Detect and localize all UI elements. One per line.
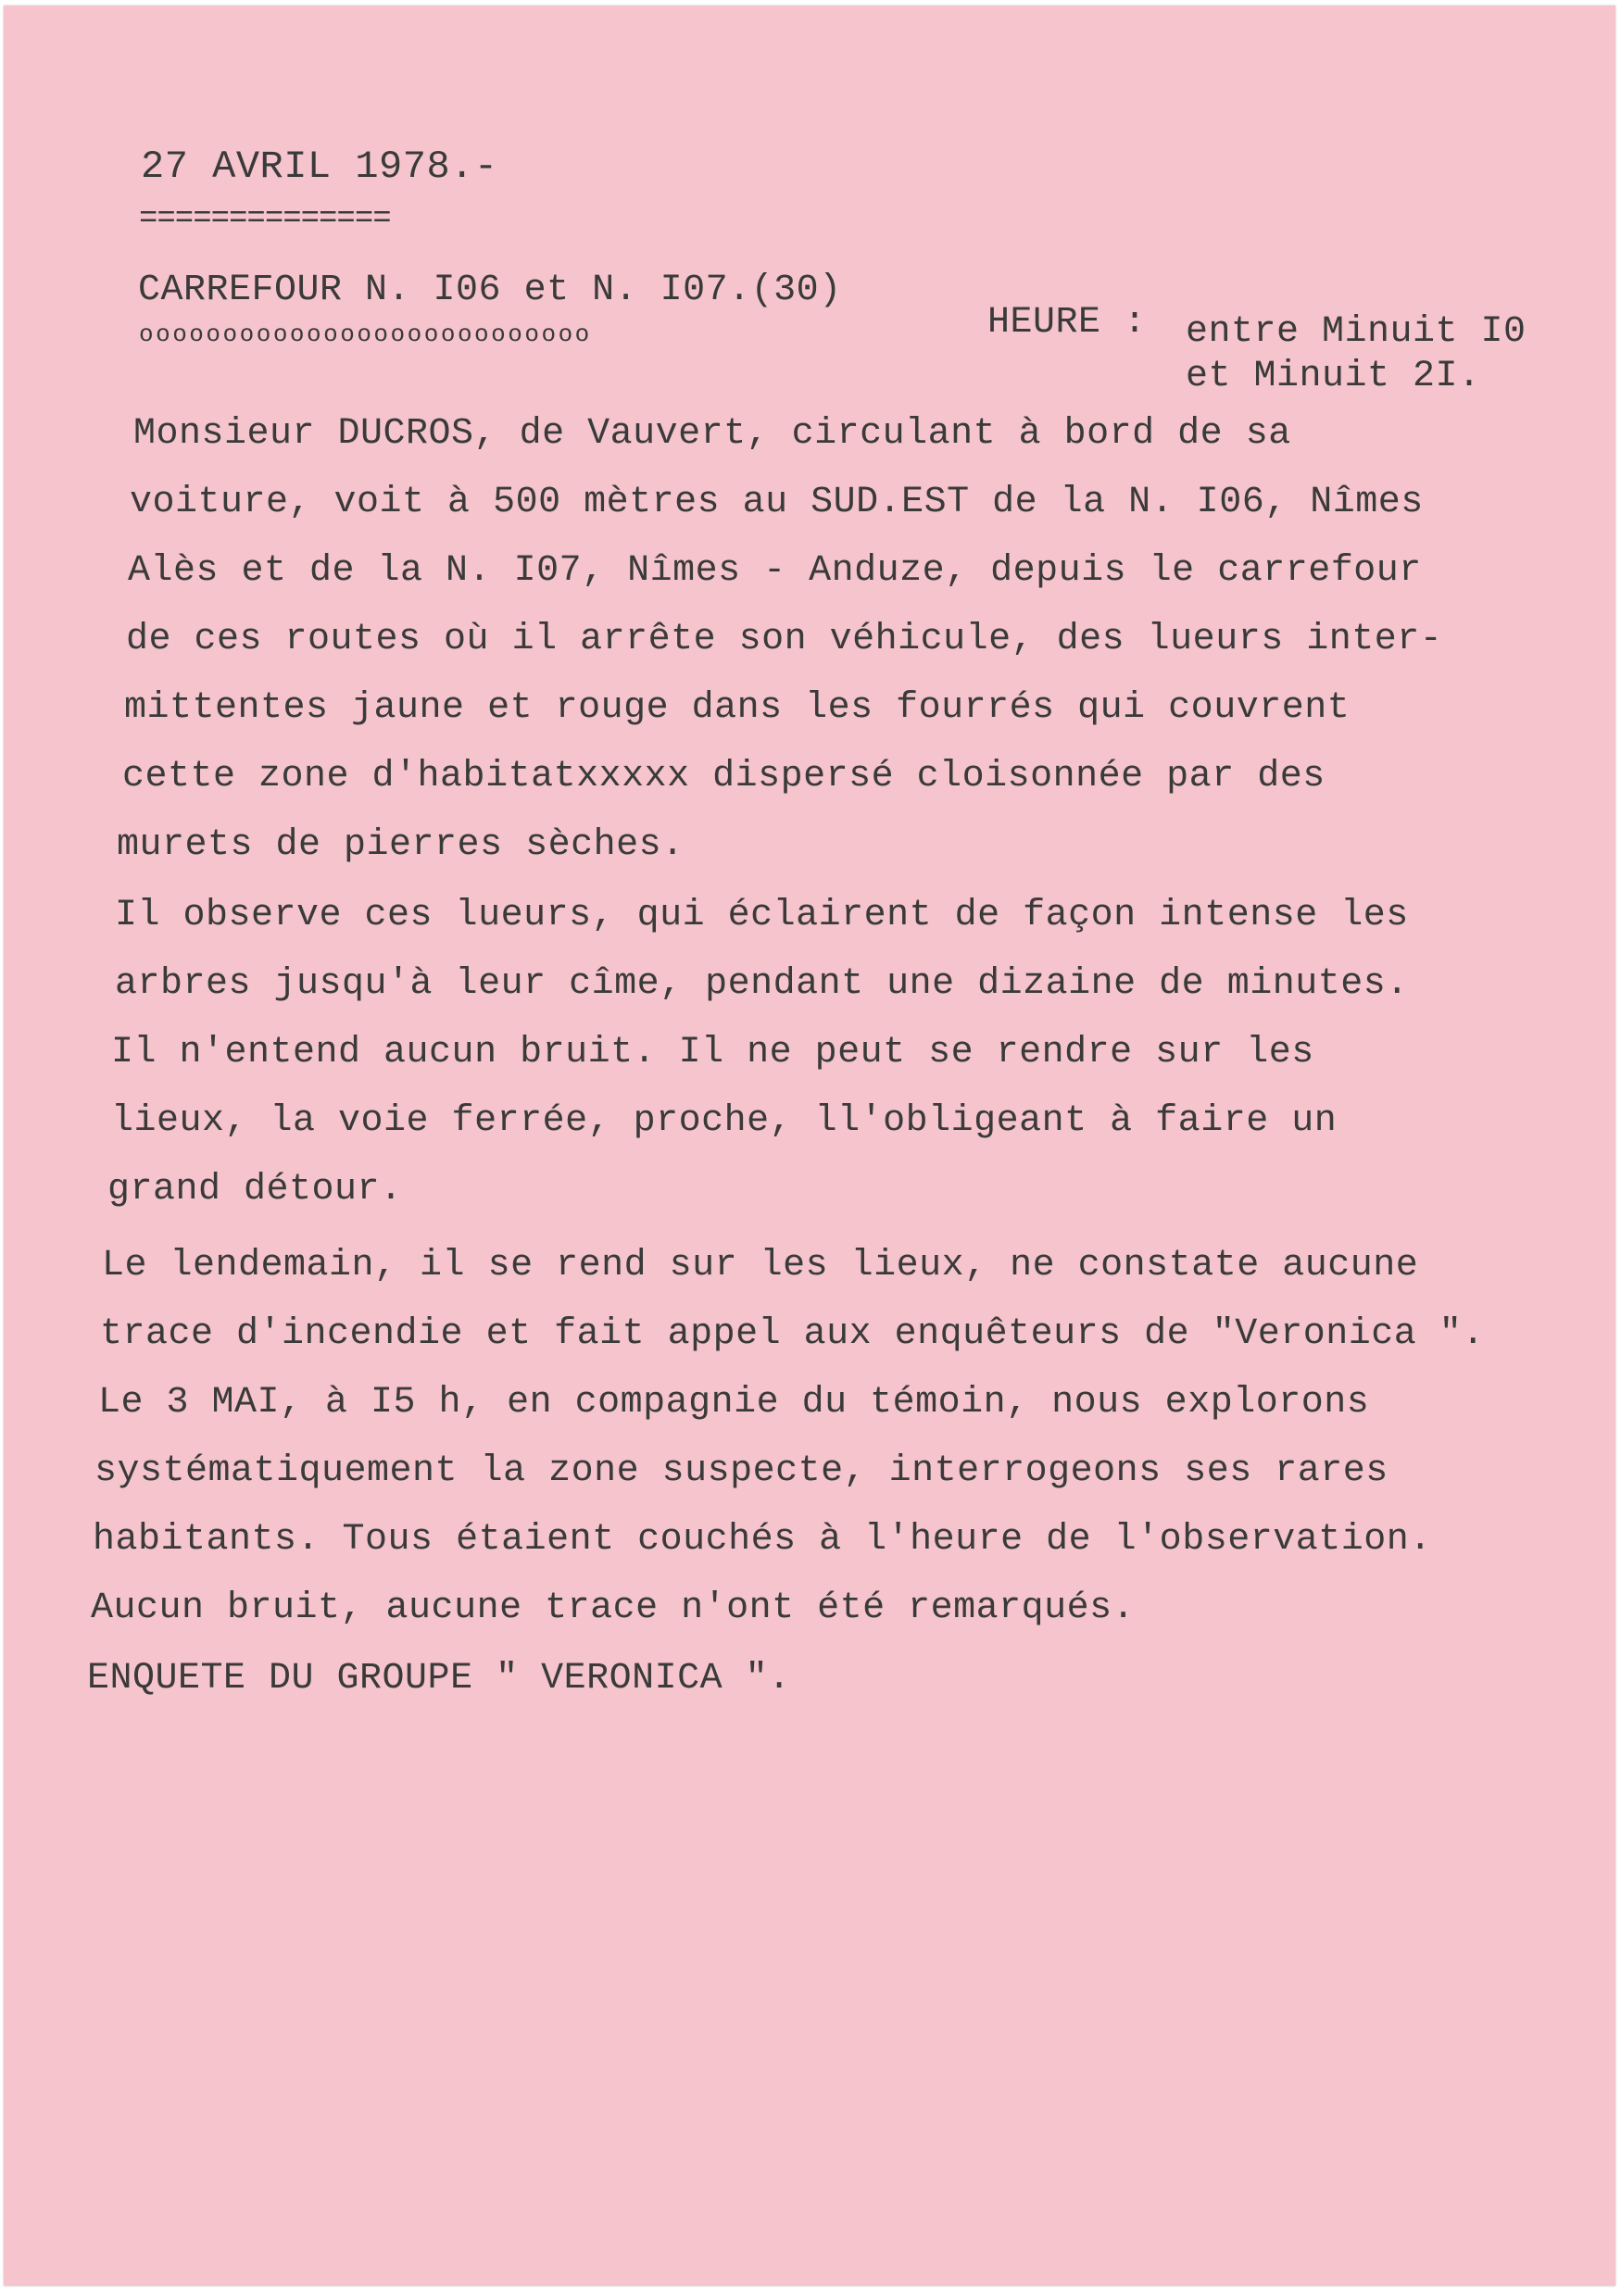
body-line: murets de pierres sèches. xyxy=(117,824,685,866)
body-line: Le lendemain, il se rend sur les lieux, ne constate aucune xyxy=(102,1245,1419,1286)
typewritten-page xyxy=(4,6,1615,2286)
body-line: Monsieur DUCROS, de Vauvert, circulant à bord de sa xyxy=(133,413,1291,455)
body-line: voiture, voit à 500 mètres au SUD.EST de la N. I06, Nîmes xyxy=(130,482,1424,523)
body-line: Il observe ces lueurs, qui éclairent de façon intense les xyxy=(115,895,1409,936)
body-line: systématiquement la zone suspecte, interrogeons ses rares xyxy=(94,1450,1389,1492)
body-line: de ces routes où il arrête son véhicule, des lueurs inter- xyxy=(126,619,1443,660)
location-underline: ooooooooooooooooooooooooooo xyxy=(139,320,592,348)
time-value-line-1: entre Minuit I0 xyxy=(1186,311,1527,353)
location-heading: CARREFOUR N. I06 et N. I07.(30) xyxy=(138,270,842,311)
report-date: 27 AVRIL 1978.- xyxy=(141,144,498,189)
body-line: lieux, la voie ferrée, proche, ll'obligeant à faire un xyxy=(111,1100,1338,1142)
body-line: trace d'incendie et fait appel aux enquêteurs de "Veronica ". xyxy=(100,1313,1485,1355)
body-line: cette zone d'habitatxxxxx dispersé cloisonnée par des xyxy=(122,756,1326,797)
body-line: mittentes jaune et rouge dans les fourrés qui couvrent xyxy=(124,687,1351,729)
signature-line: ENQUETE DU GROUPE " VERONICA ". xyxy=(87,1658,791,1700)
body-line: grand détour. xyxy=(107,1169,403,1211)
body-line: arbres jusqu'à leur cîme, pendant une dizaine de minutes. xyxy=(115,963,1409,1005)
date-underline: ============== xyxy=(139,202,391,237)
body-line: Alès et de la N. I07, Nîmes - Anduze, depuis le carrefour xyxy=(128,550,1422,592)
body-line: Le 3 MAI, à I5 h, en compagnie du témoin, nous explorons xyxy=(98,1382,1370,1424)
body-line: Aucun bruit, aucune trace n'ont été remarqués. xyxy=(91,1587,1136,1629)
body-line: Il n'entend aucun bruit. Il ne peut se rendre sur les xyxy=(111,1032,1314,1073)
time-value-line-2: et Minuit 2I. xyxy=(1186,356,1481,397)
body-line: habitants. Tous étaient couchés à l'heure de l'observation. xyxy=(93,1519,1432,1561)
time-label: HEURE : xyxy=(987,302,1147,344)
